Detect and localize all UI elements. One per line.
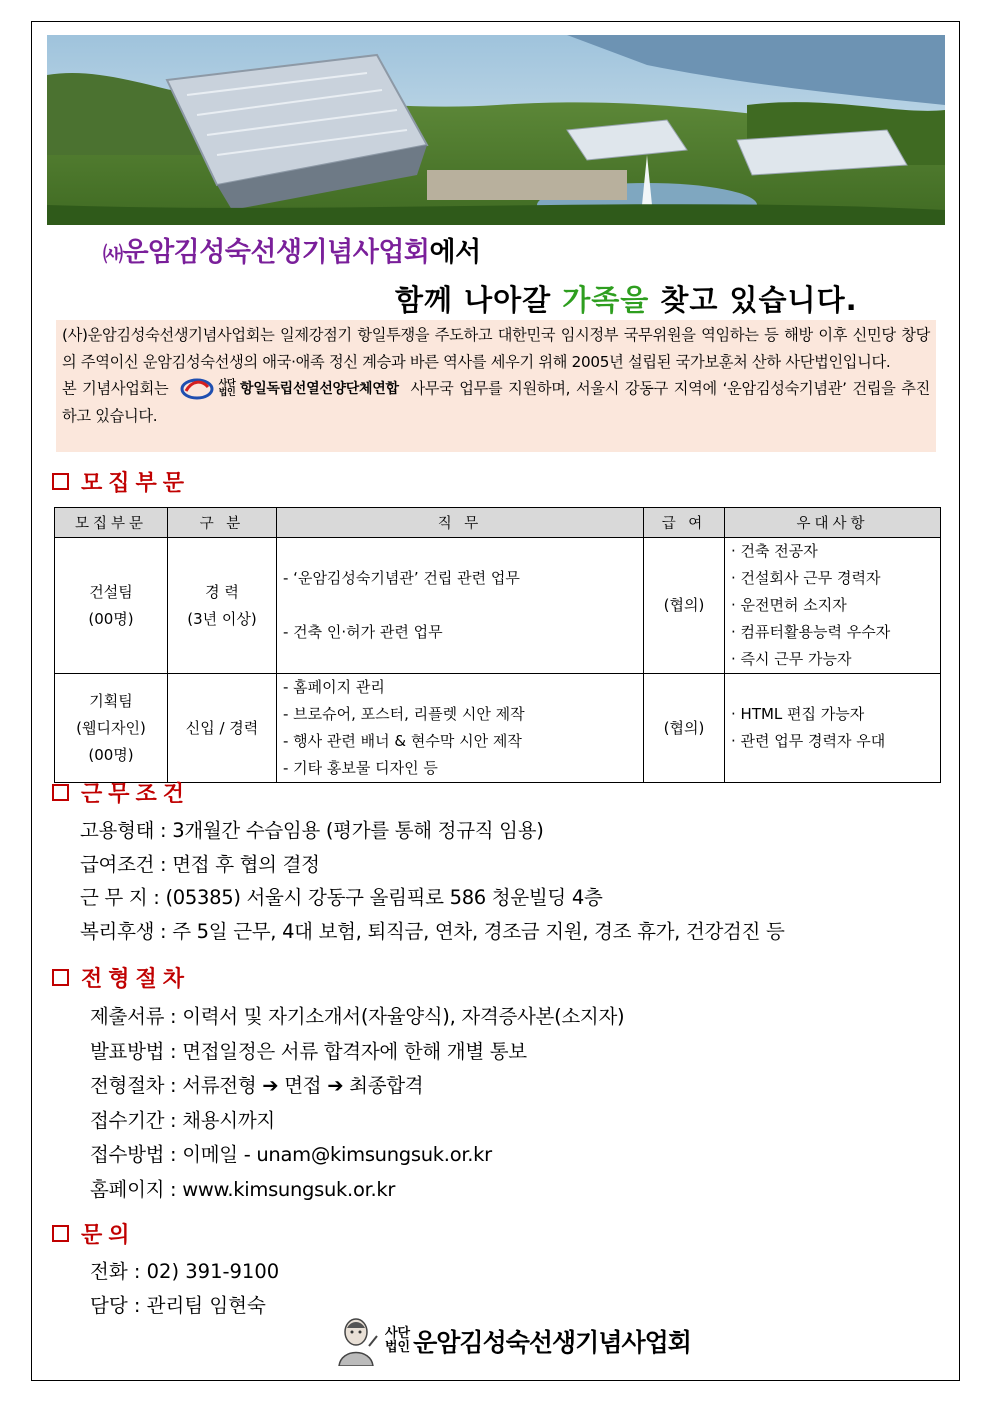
- section-conditions-label: 근무조건: [81, 782, 191, 807]
- square-bullet-icon: [52, 784, 69, 801]
- partner-logo: [180, 375, 399, 403]
- cell-dept: [55, 538, 168, 674]
- partner-name: 항일독립선열선양단체연합: [239, 381, 399, 397]
- job-table: [54, 507, 941, 783]
- col-header-dept: 모집부문: [55, 508, 168, 538]
- intro-p2-pre: 본 기념사업회는: [62, 379, 169, 398]
- intro-paragraph-1: (사)운암김성숙선생기념사업회는 일제강점기 항일투쟁을 주도하고 대한민국 임시정부 국무위원을 역임하는 등 해방 이후 신민당 창당의 주역이신 운암김성숙선생의 애국·애족 정신 계승과 바른 역사를 세우기 위해 2005년 설립된 국가보훈처 산하 사단법인입니다.: [62, 326, 930, 371]
- pref-line: · 관련 업무 경력자 우대: [731, 732, 886, 750]
- headline-organization: [103, 230, 481, 269]
- process-steps: [90, 1069, 624, 1104]
- tagline-pre: 함께 나아갈: [395, 283, 563, 317]
- pref-line: · HTML 편집 가능자: [731, 705, 865, 723]
- footer-small-text: [385, 1327, 410, 1355]
- partner-small-1: 사단: [218, 378, 236, 389]
- condition-salary: 급여조건 : 면접 후 협의 결정: [80, 852, 320, 876]
- section-process-heading: [52, 962, 190, 993]
- pref-line: · 컴퓨터활용능력 우수자: [731, 623, 891, 641]
- dept-line: 기획팀: [89, 691, 133, 710]
- footer-organization-logo: [333, 1316, 691, 1366]
- col-header-type: 구 분: [168, 508, 277, 538]
- steps-label: 전형절차 :: [90, 1074, 183, 1097]
- cell-salary: (협의): [644, 674, 725, 783]
- dept-line: (00명): [88, 609, 134, 628]
- table-header-row: [55, 508, 941, 538]
- intro-p2-post: 사무국 업무를 지원하며, 서울시 강동구 지역에 ‘운암김성숙기념관’ 건립을 추진하고 있습니다.: [62, 379, 930, 425]
- process-list: [90, 1000, 624, 1207]
- condition-benefits: 복리후생 : 주 5일 근무, 4대 보험, 퇴직금, 연차, 경조금 지원, 경조 휴가, 건강검진 등: [80, 919, 785, 943]
- dept-line: 건설팀: [89, 582, 133, 601]
- inquiry-phone: 전화 : 02) 391-9100: [90, 1260, 280, 1283]
- process-docs: 제출서류 : 이력서 및 자기소개서(자율양식), 자격증사본(소지자): [90, 1005, 625, 1028]
- cell-salary: (협의): [644, 538, 725, 674]
- col-header-duty: 직 무: [277, 508, 644, 538]
- condition-employment: 고용형태 : 3개월간 수습임용 (평가를 통해 정규직 임용): [80, 819, 544, 842]
- type-line: 경 력: [205, 582, 239, 601]
- inquiry-manager: 담당 : 관리팀 임현숙: [90, 1294, 266, 1317]
- square-bullet-icon: [52, 473, 69, 490]
- condition-location: 근 무 지 : (05385) 서울시 강동구 올림픽로 586 청운빌딩 4층: [80, 886, 603, 909]
- process-homepage: 홈페이지 : www.kimsungsuk.or.kr: [90, 1177, 396, 1201]
- cell-type: 신입 / 경력: [168, 674, 277, 783]
- section-process-label: 전형절차: [81, 967, 191, 992]
- cell-dept: [55, 674, 168, 783]
- duty-line: - 브로슈어, 포스터, 리플렛 시안 제작: [283, 705, 525, 723]
- dept-line: (00명): [88, 745, 134, 764]
- table-row: [55, 674, 941, 783]
- type-line: (3년 이상): [187, 609, 257, 628]
- duty-line: - 건축 인·허가 관련 업무: [283, 623, 443, 641]
- duty-line: - 행사 관련 배너 & 현수막 시안 제작: [283, 732, 522, 750]
- cell-preferences: [725, 674, 941, 783]
- inquiry-list: [90, 1255, 279, 1323]
- tagline-family: 가족을: [562, 283, 650, 317]
- conditions-list: [80, 814, 785, 948]
- section-recruit-label: 모집부문: [81, 471, 191, 496]
- footer-small-1: 사단: [385, 1326, 411, 1341]
- pref-line: · 건축 전공자: [731, 542, 818, 560]
- col-header-salary: 급 여: [644, 508, 725, 538]
- col-header-preference: 우대사항: [725, 508, 941, 538]
- footer-org-name: 운암김성숙선생기념사업회: [413, 1328, 691, 1357]
- duty-line: - 홈페이지 관리: [283, 678, 385, 696]
- memorial-hall-rendering-image: [47, 35, 945, 225]
- tagline-post: 찾고 있습니다.: [649, 283, 858, 317]
- process-period: 접수기간 : 채용시까지: [90, 1108, 275, 1132]
- dept-line: (웹디자인): [76, 718, 146, 737]
- duty-line: - ‘운암김성숙기념관’ 건립 관련 업무: [283, 569, 520, 587]
- arrow-right-icon: ➔: [262, 1074, 279, 1097]
- section-recruit-heading: [52, 466, 190, 497]
- process-announce: 발표방법 : 면접일정은 서류 합격자에 한해 개별 통보: [90, 1039, 527, 1063]
- partner-emblem-icon: [180, 378, 214, 400]
- pref-line: · 운전면허 소지자: [731, 596, 847, 614]
- headline-org-name: 운암김성숙선생기념사업회: [122, 237, 430, 268]
- section-inquiry-heading: [52, 1218, 136, 1249]
- cell-duties: [277, 674, 644, 783]
- cell-preferences: [725, 538, 941, 674]
- partner-small-2: 법인: [218, 387, 236, 398]
- step-2: 면접: [284, 1074, 322, 1097]
- headline-tagline: [395, 278, 858, 319]
- headline-sa-mark: ㈔: [103, 242, 123, 266]
- cell-duties: [277, 538, 644, 674]
- founder-portrait-icon: [333, 1316, 379, 1366]
- arrow-right-icon: ➔: [327, 1074, 344, 1097]
- cell-type: [168, 538, 277, 674]
- section-inquiry-label: 문의: [81, 1223, 136, 1248]
- headline-suffix: 에서: [429, 237, 481, 268]
- square-bullet-icon: [52, 1225, 69, 1242]
- process-method: 접수방법 : 이메일 - unam@kimsungsuk.or.kr: [90, 1143, 492, 1166]
- duty-line: - 기타 홍보물 디자인 등: [283, 759, 438, 777]
- square-bullet-icon: [52, 969, 69, 986]
- step-3: 최종합격: [349, 1074, 424, 1097]
- footer-small-2: 법인: [385, 1340, 411, 1355]
- intro-box: [56, 320, 936, 452]
- step-1: 서류전형: [182, 1074, 257, 1097]
- table-row: [55, 538, 941, 674]
- section-conditions-heading: [52, 777, 190, 808]
- pref-line: · 건설회사 근무 경력자: [731, 569, 881, 587]
- pref-line: · 즉시 근무 가능자: [731, 650, 852, 668]
- intro-paragraph-2: [62, 375, 930, 429]
